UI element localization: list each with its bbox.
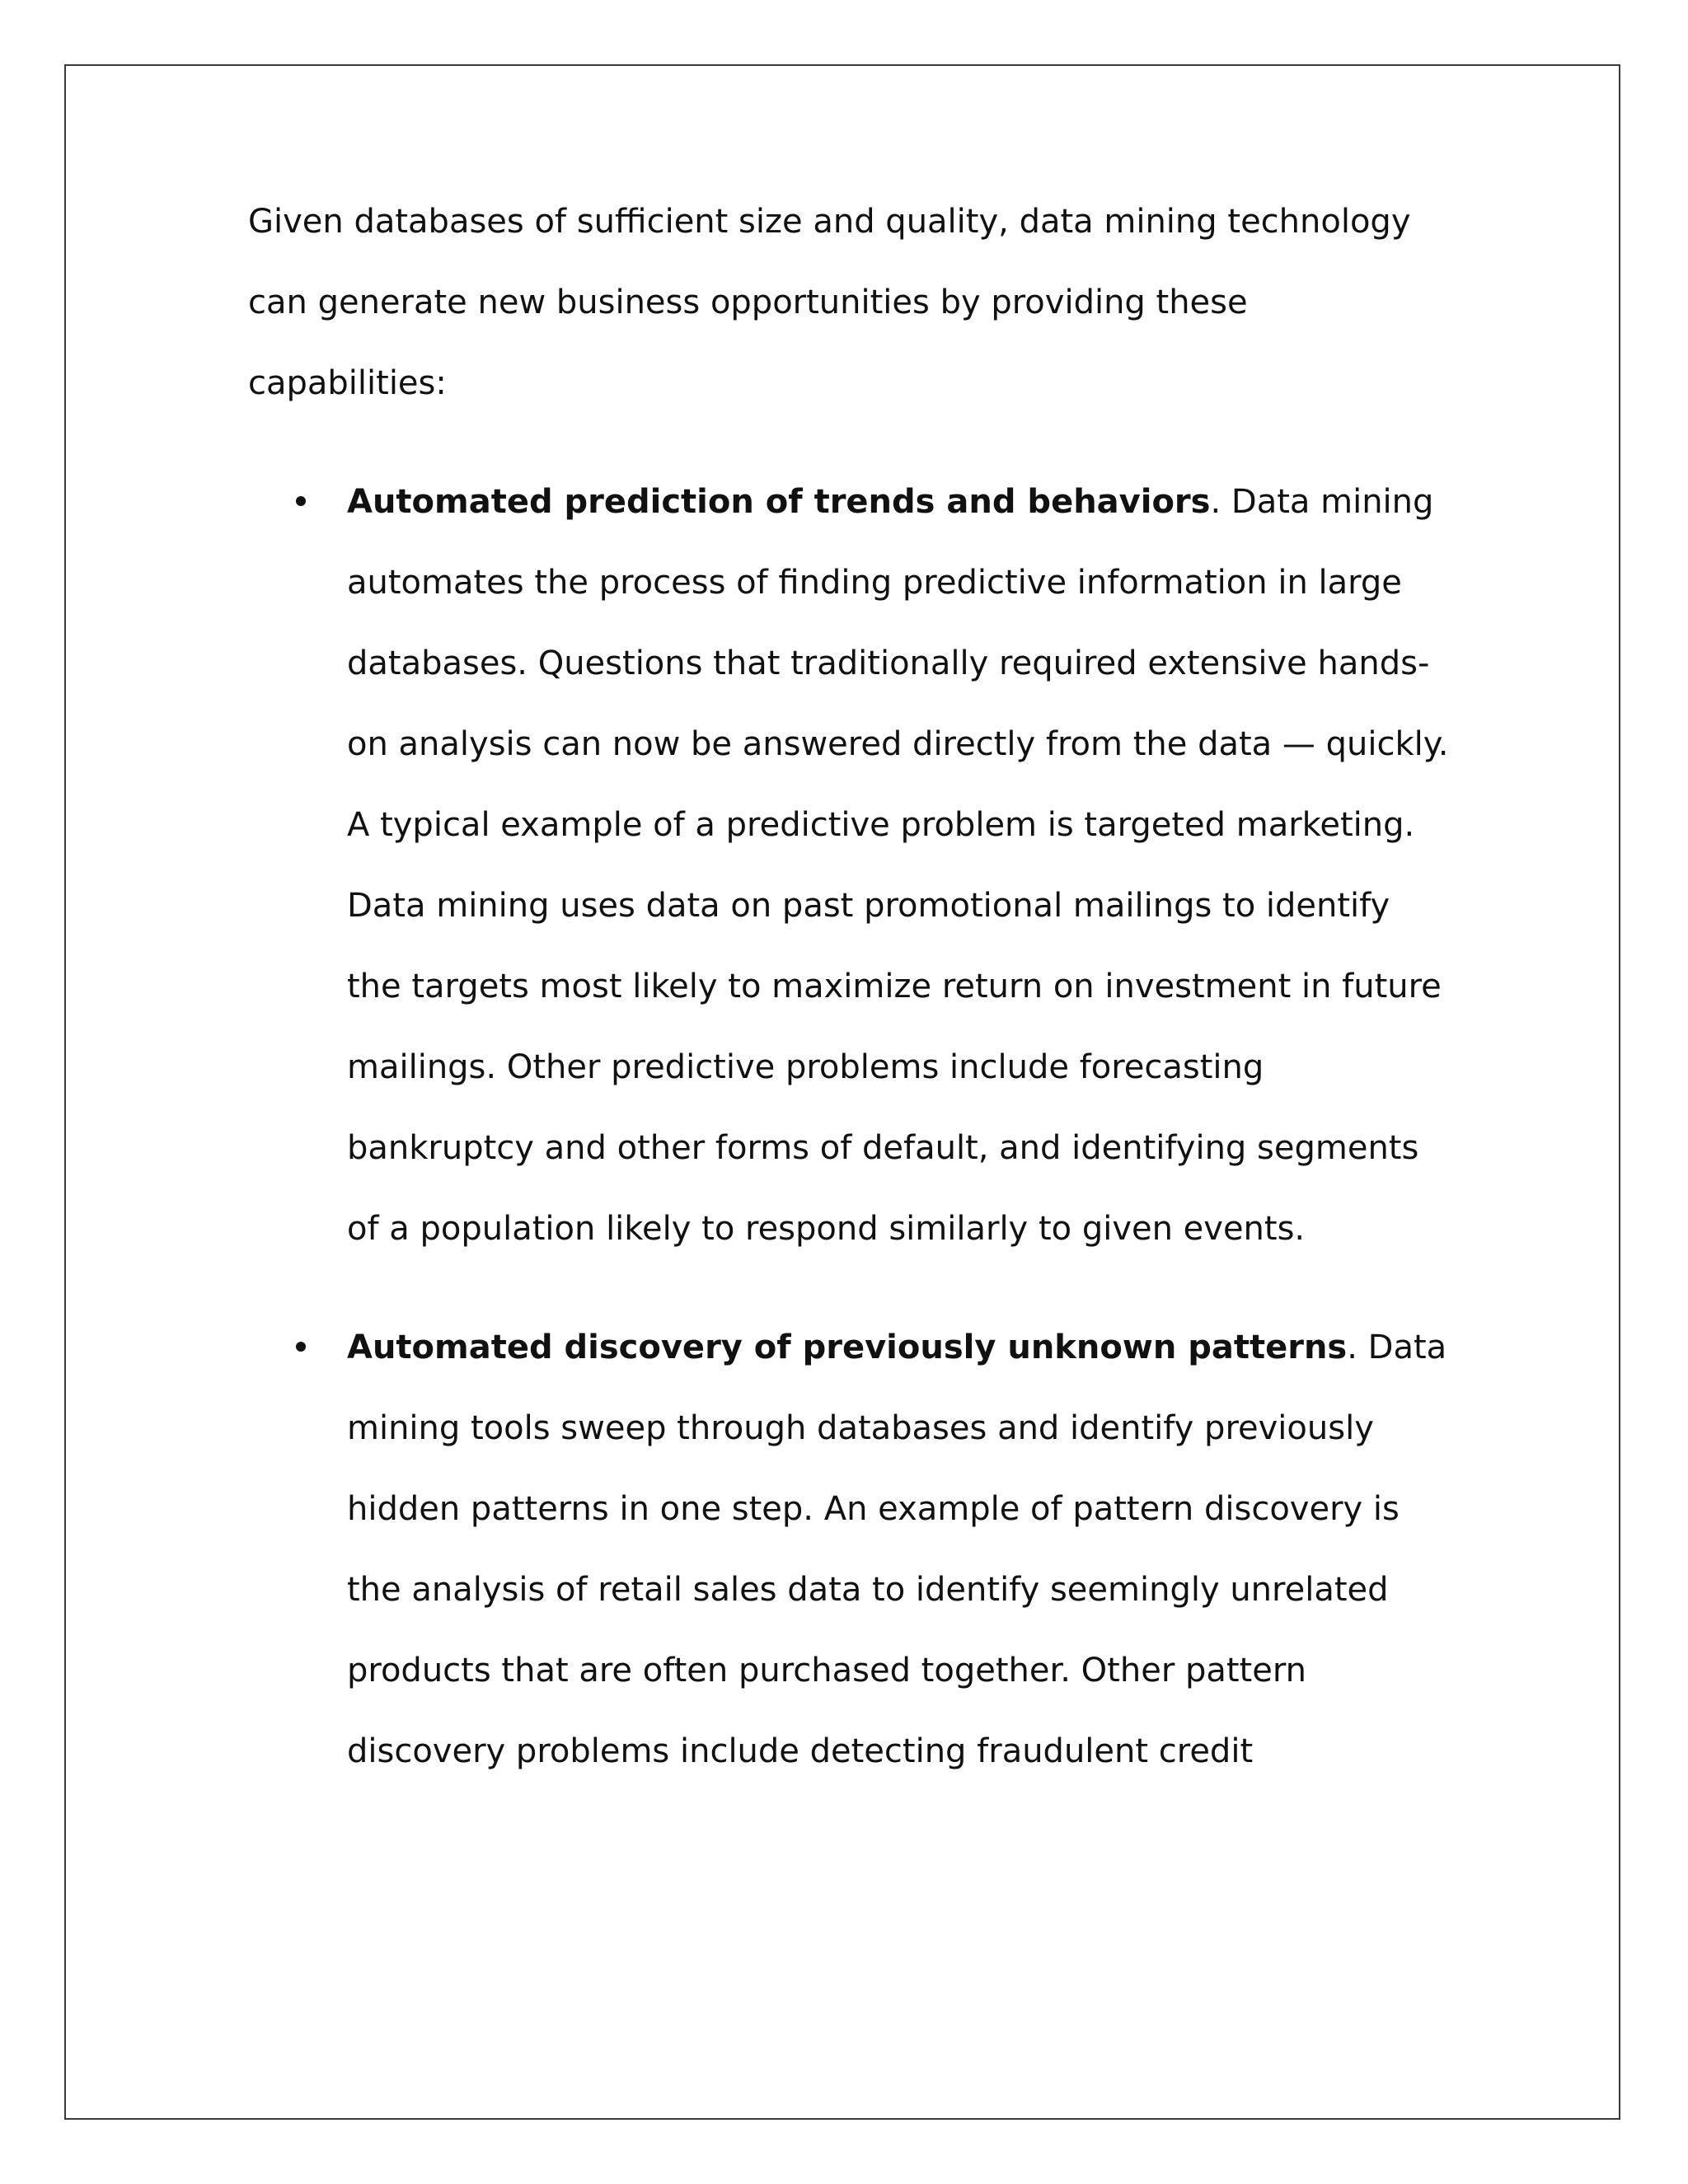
- bullet-icon: [296, 496, 306, 506]
- bullet-punct: .: [1347, 1329, 1357, 1366]
- bullet-body: Data mining tools sweep through databases and identify previously hidden patterns in one step. An example of pattern discovery is the analysis of retail sales data to identify seemingly unrelated products that are often purchased together. Other pattern discovery problems include detecting fraudulent credit: [347, 1329, 1447, 1770]
- bullet-icon: [296, 1342, 306, 1352]
- capabilities-list: [248, 462, 1451, 1792]
- bullet-heading: Automated discovery of previously unknown patterns: [347, 1329, 1348, 1366]
- bullet-heading: Automated prediction of trends and behaviors: [347, 483, 1211, 521]
- document-body: [248, 181, 1451, 1792]
- list-item: [248, 462, 1451, 1269]
- list-item: [248, 1307, 1451, 1792]
- bullet-punct: .: [1210, 483, 1221, 521]
- bullet-body: Data mining automates the process of finding predictive information in large databases. Questions that traditionally required extensive hands-on analysis can now be answered directly from the data — quickly. A typical example of a predictive problem is targeted marketing. Data mining uses data on past promotional mailings to identify the targets most likely to maximize return on investment in future mailings. Other predictive problems include forecasting bankruptcy and other forms of default, and identifying segments of a population likely to respond similarly to given events.: [347, 483, 1449, 1248]
- intro-paragraph: Given databases of sufficient size and quality, data mining technology can generate new business opportunities by providing these capabilities:: [248, 203, 1411, 402]
